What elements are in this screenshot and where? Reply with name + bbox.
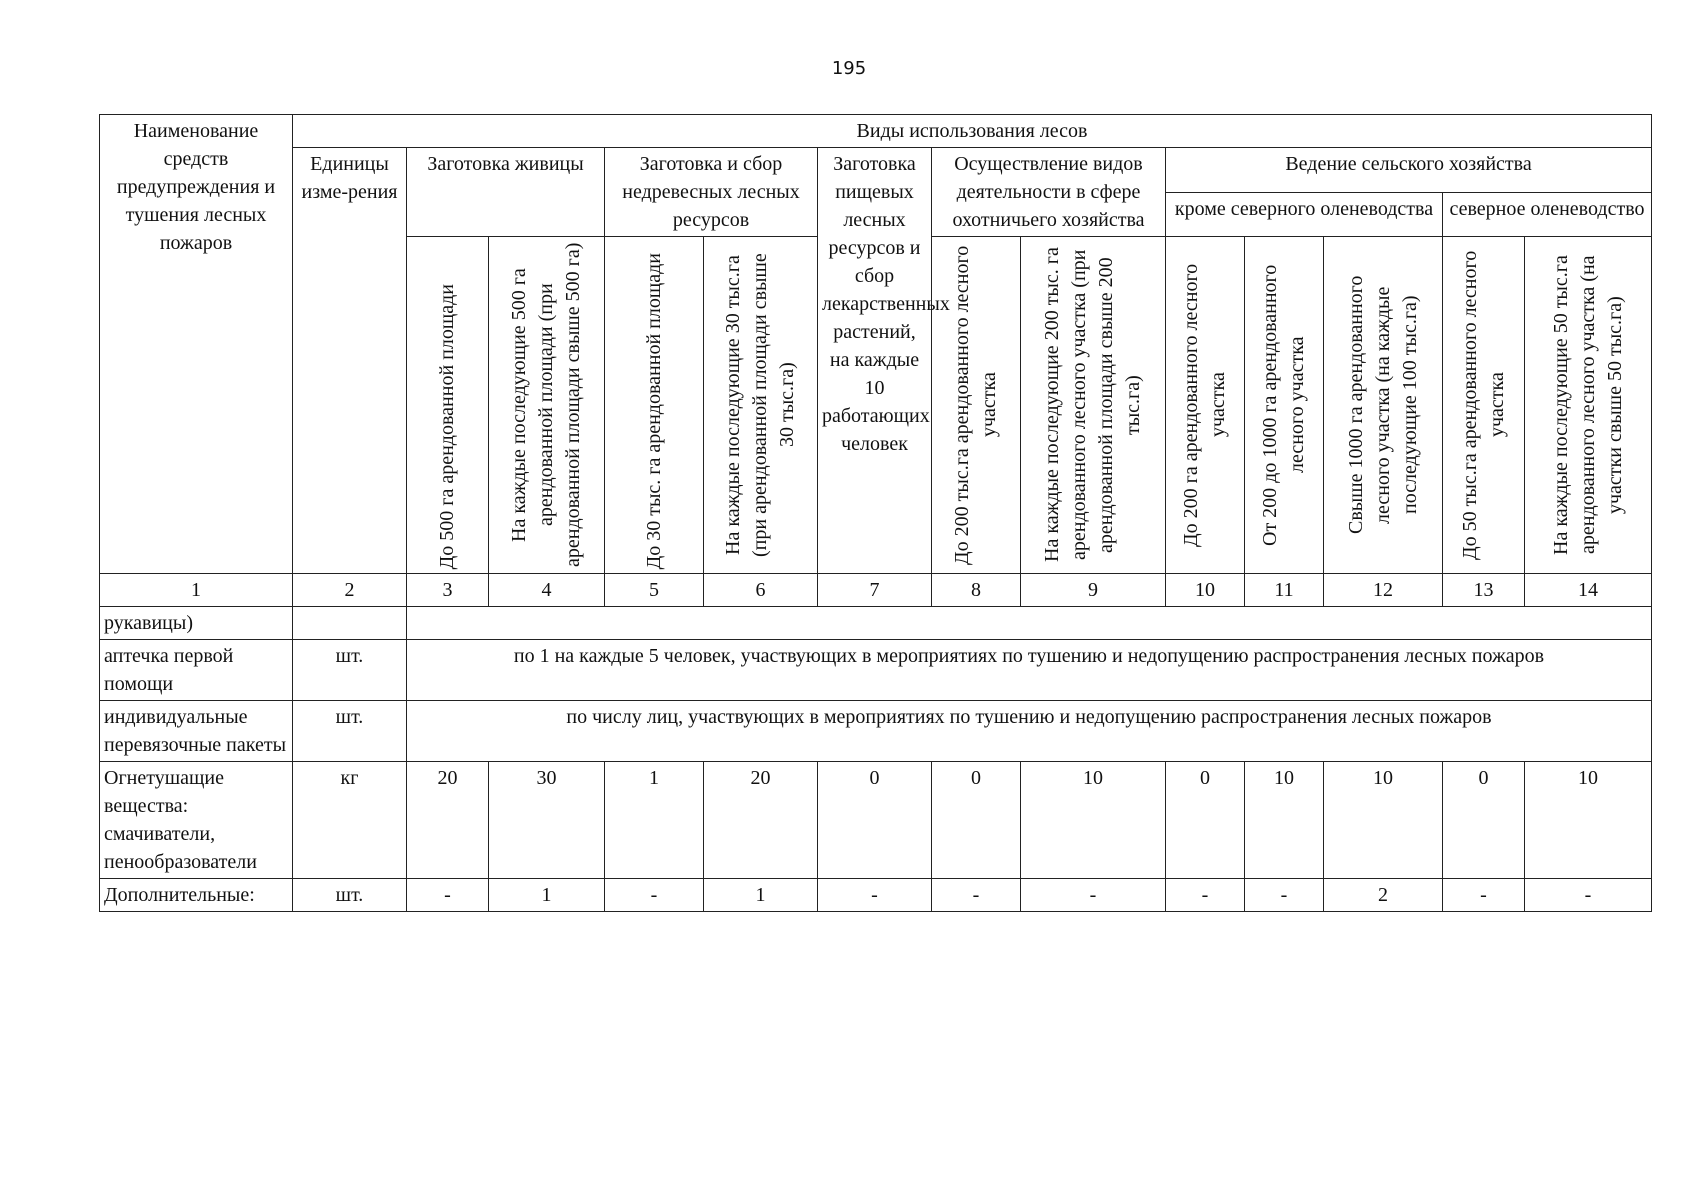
subheader-cell bbox=[1021, 237, 1166, 574]
table-row bbox=[100, 879, 1652, 912]
cell-value: 0 bbox=[818, 762, 932, 879]
row-name: Огнетушащие вещества: смачиватели, пенообразователи bbox=[100, 762, 293, 879]
subheader-cell bbox=[1443, 237, 1525, 574]
row-name: аптечка первой помощи bbox=[100, 640, 293, 701]
subheader-text: На каждые последующие 500 га арендованной площади (при арендованной площади свыше 500 га) bbox=[508, 242, 584, 568]
header-resin: Заготовка живицы bbox=[407, 148, 605, 237]
cell-value: - bbox=[1166, 879, 1245, 912]
column-number: 5 bbox=[605, 574, 704, 607]
row-unit: шт. bbox=[293, 879, 407, 912]
subheader-text: На каждые последующие 30 тыс.га (при арендованной площади свыше 30 тыс.га) bbox=[722, 253, 798, 557]
cell-value: - bbox=[605, 879, 704, 912]
subheader-text: На каждые последующие 200 тыс. га арендованного лесного участка (при арендованной площади свыше 200 тыс.га) bbox=[1041, 247, 1144, 563]
cell-value: 1 bbox=[489, 879, 605, 912]
cell-value: - bbox=[1525, 879, 1652, 912]
column-number: 11 bbox=[1245, 574, 1324, 607]
header-agriculture: Ведение сельского хозяйства bbox=[1166, 148, 1652, 193]
column-number: 9 bbox=[1021, 574, 1166, 607]
cell-value: 0 bbox=[1166, 762, 1245, 879]
table-row bbox=[100, 701, 1652, 762]
header-food-medicinal: Заготовка пищевых лесных ресурсов и сбор лекарственных растений, на каждые 10 работающих человек bbox=[818, 148, 932, 574]
cell-value: - bbox=[818, 879, 932, 912]
table-row bbox=[100, 762, 1652, 879]
cell-value: 20 bbox=[407, 762, 489, 879]
column-number: 6 bbox=[704, 574, 818, 607]
subheader-cell bbox=[605, 237, 704, 574]
row-unit bbox=[293, 607, 407, 640]
cell-value: 10 bbox=[1525, 762, 1652, 879]
cell-value: 0 bbox=[932, 762, 1021, 879]
subheader-cell bbox=[1324, 237, 1443, 574]
cell-value: 1 bbox=[704, 879, 818, 912]
column-number: 4 bbox=[489, 574, 605, 607]
header-except-reindeer: кроме северного оленеводства bbox=[1166, 192, 1443, 237]
subheader-cell bbox=[1525, 237, 1652, 574]
column-number-row bbox=[100, 574, 1652, 607]
column-number: 12 bbox=[1324, 574, 1443, 607]
column-number: 14 bbox=[1525, 574, 1652, 607]
column-number: 3 bbox=[407, 574, 489, 607]
column-number: 2 bbox=[293, 574, 407, 607]
norms-table bbox=[99, 114, 1652, 912]
cell-value: - bbox=[1443, 879, 1525, 912]
header-row-2 bbox=[100, 148, 1652, 193]
row-unit: кг bbox=[293, 762, 407, 879]
row-merged-value bbox=[407, 607, 1652, 640]
subheader-text: На каждые последующие 50 тыс.га арендованного лесного участка (на участки свыше 50 тыс.га) bbox=[1549, 255, 1626, 555]
table-row bbox=[100, 640, 1652, 701]
cell-value: 2 bbox=[1324, 879, 1443, 912]
subheader-text: Свыше 1000 га арендованного лесного участка (на каждые последующие 100 тыс.га) bbox=[1344, 275, 1421, 535]
column-number: 10 bbox=[1166, 574, 1245, 607]
column-number: 1 bbox=[100, 574, 293, 607]
subheader-cell bbox=[1166, 237, 1245, 574]
row-merged-value: по числу лиц, участвующих в мероприятиях по тушению и недопущению распространения лесных пожаров bbox=[407, 701, 1652, 762]
subheader-cell bbox=[932, 237, 1021, 574]
subheader-text: До 50 тыс.га арендованного лесного участка bbox=[1458, 250, 1508, 560]
subheader-cell bbox=[407, 237, 489, 574]
header-hunting: Осуществление видов деятельности в сфере охотничьего хозяйства bbox=[932, 148, 1166, 237]
page-number: 195 bbox=[831, 58, 867, 79]
header-reindeer: северное оленеводство bbox=[1443, 192, 1652, 237]
cell-value: - bbox=[407, 879, 489, 912]
cell-value: 10 bbox=[1245, 762, 1324, 879]
subheader-text: До 200 га арендованного лесного участка bbox=[1180, 263, 1229, 547]
row-unit: шт. bbox=[293, 640, 407, 701]
subheader-cell bbox=[704, 237, 818, 574]
row-unit: шт. bbox=[293, 701, 407, 762]
subheader-text: До 500 га арендованной площади bbox=[436, 283, 458, 569]
table-row bbox=[100, 607, 1652, 640]
cell-value: - bbox=[1245, 879, 1324, 912]
subheader-text: До 30 тыс. га арендованной площади bbox=[642, 252, 665, 569]
header-nonwood: Заготовка и сбор недревесных лесных ресурсов bbox=[605, 148, 818, 237]
cell-value: 10 bbox=[1324, 762, 1443, 879]
column-number: 13 bbox=[1443, 574, 1525, 607]
cell-value: 10 bbox=[1021, 762, 1166, 879]
cell-value: 0 bbox=[1443, 762, 1525, 879]
header-units: Единицы изме-рения bbox=[293, 148, 407, 574]
subheader-cell bbox=[1245, 237, 1324, 574]
subheader-text: От 200 до 1000 га арендованного лесного участка bbox=[1259, 264, 1308, 546]
cell-value: 30 bbox=[489, 762, 605, 879]
row-name: Дополнительные: bbox=[100, 879, 293, 912]
cell-value: - bbox=[932, 879, 1021, 912]
column-number: 8 bbox=[932, 574, 1021, 607]
header-name: Наименование средств предупреждения и тушения лесных пожаров bbox=[100, 115, 293, 574]
cell-value: 1 bbox=[605, 762, 704, 879]
cell-value: - bbox=[1021, 879, 1166, 912]
row-name: рукавицы) bbox=[100, 607, 293, 640]
row-name: индивидуальные перевязочные пакеты bbox=[100, 701, 293, 762]
subheader-cell bbox=[489, 237, 605, 574]
cell-value: 20 bbox=[704, 762, 818, 879]
row-merged-value: по 1 на каждые 5 человек, участвующих в мероприятиях по тушению и недопущению распространения лесных пожаров bbox=[407, 640, 1652, 701]
column-number: 7 bbox=[818, 574, 932, 607]
header-row-1 bbox=[100, 115, 1652, 148]
header-types-of-use: Виды использования лесов bbox=[293, 115, 1652, 148]
subheader-text: До 200 тыс.га арендованного лесного участка bbox=[951, 245, 1000, 565]
